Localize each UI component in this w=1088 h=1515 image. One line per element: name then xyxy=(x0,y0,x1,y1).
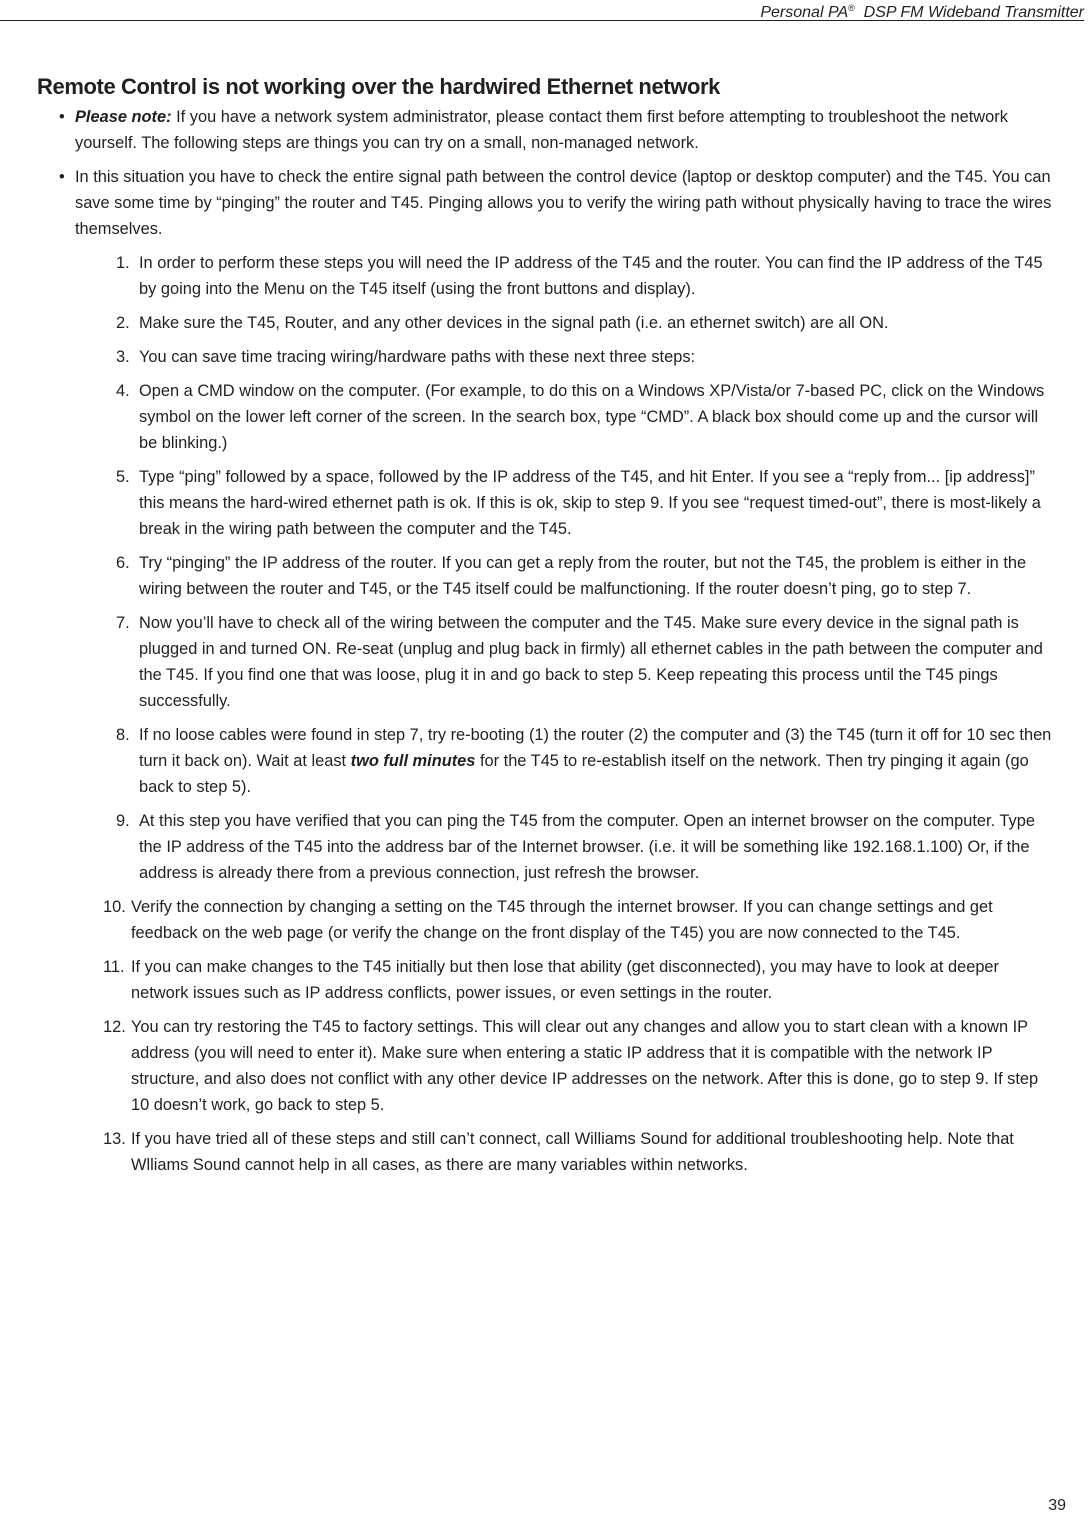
step-item xyxy=(0,550,1088,602)
bullet-marker: • xyxy=(59,168,65,186)
step-text: Verify the connection by changing a setting on the T45 through the internet browser. If you can change settings and get feedback on the web page (or verify the change on the front display of the T45) you are now connected to the T45. xyxy=(131,898,993,942)
step-text: Type “ping” followed by a space, followed by the IP address of the T45, and hit Enter. If you see a “reply from... [ip address]” this means the hard-wired ethernet path is ok. If this is ok, skip to step 9. If you see “request timed-out”, there is most-likely a break in the wiring path between the computer and the T45. xyxy=(139,468,1041,538)
step-item xyxy=(0,1126,1088,1178)
step-item xyxy=(0,344,1088,370)
registered-mark: ® xyxy=(848,3,855,13)
step-text: Now you’ll have to check all of the wiring between the computer and the T45. Make sure every device in the signal path is plugged in and turned ON. Re-seat (unplug and plug back in firmly) all ethernet cables in the path between the computer and the T45. If you find one that was loose, plug it in and go back to step 5. Keep repeating this process until the T45 pings successfully. xyxy=(139,614,1043,710)
step-number: 13. xyxy=(103,1130,126,1148)
step-item xyxy=(0,610,1088,714)
step-text-after: for the T45 to re-establish itself on the network. Then try pinging it again (go back to step 5). xyxy=(139,752,1029,796)
step-item xyxy=(0,954,1088,1006)
situation-text: In this situation you have to check the entire signal path between the control device (laptop or desktop computer) and the T45. You can save some time by “pinging” the router and T45. Pinging allows you to verify the wiring path without physically having to trace the wires themselves. xyxy=(75,168,1052,238)
step-number: 12. xyxy=(103,1018,126,1036)
step-number: 4. xyxy=(116,382,130,400)
step-number: 11. xyxy=(103,958,125,976)
step-number: 8. xyxy=(116,726,130,744)
bullet-marker: • xyxy=(59,108,65,126)
step-item xyxy=(0,250,1088,302)
step-text: Try “pinging” the IP address of the router. If you can get a reply from the router, but not the T45, the problem is either in the wiring between the router and T45, or the T45 itself could be malfunctioning. If the router doesn’t ping, go to step 7. xyxy=(139,554,1027,598)
step-number: 10. xyxy=(103,898,126,916)
step-number: 5. xyxy=(116,468,130,486)
step-item xyxy=(0,894,1088,946)
page-number: 39 xyxy=(1048,1497,1066,1514)
bullet-situation xyxy=(0,164,1088,242)
step-item xyxy=(0,464,1088,542)
step-text: If you have tried all of these steps and still can’t connect, call Williams Sound for additional troubleshooting help. Note that Wlliams Sound cannot help in all cases, as there are many variables within networks. xyxy=(131,1130,1014,1174)
step-number: 6. xyxy=(116,554,130,572)
step-item xyxy=(0,378,1088,456)
step-number: 1. xyxy=(116,254,130,272)
step-number: 7. xyxy=(116,614,130,632)
step-item xyxy=(0,722,1088,800)
step-text-before: If no loose cables were found in step 7, try re-booting (1) the router (2) the computer and (3) the T45 (turn it off for 10 sec then turn it back on). Wait at least xyxy=(139,726,1052,770)
step-text: You can save time tracing wiring/hardware paths with these next three steps: xyxy=(139,348,696,366)
step-text: At this step you have verified that you can ping the T45 from the computer. Open an internet browser on the computer. Type the IP address of the T45 into the address bar of the Internet browser. (i.e. it will be something like 192.168.1.100) Or, if the address is already there from a previous connection, just refresh the browser. xyxy=(139,812,1035,882)
step-item xyxy=(0,808,1088,886)
product-name: Personal PA xyxy=(760,4,849,21)
bullet-note xyxy=(0,104,1088,156)
step-item xyxy=(0,1014,1088,1118)
note-text: If you have a network system administrator, please contact them first before attempting to troubleshoot the network yourself. The following steps are things you can try on a small, non-managed network. xyxy=(75,108,1008,152)
step-item xyxy=(0,310,1088,336)
step-text: Make sure the T45, Router, and any other devices in the signal path (i.e. an ethernet switch) are all ON. xyxy=(139,314,889,332)
section-body xyxy=(0,104,1088,1186)
step-number: 3. xyxy=(116,348,130,366)
step-text: In order to perform these steps you will need the IP address of the T45 and the router. You can find the IP address of the T45 by going into the Menu on the T45 itself (using the front buttons and display). xyxy=(139,254,1043,298)
note-lead: Please note: xyxy=(75,108,172,126)
section-title: Remote Control is not working over the hardwired Ethernet network xyxy=(37,74,720,99)
running-header xyxy=(0,0,1084,21)
step-text: You can try restoring the T45 to factory settings. This will clear out any changes and allow you to start clean with a known IP address (you will need to enter it). Make sure when entering a static IP address that it is compatible with the network IP structure, and also does not conflict with any other device IP addresses on the network. After this is done, go to step 9. If step 10 doesn’t work, go back to step 5. xyxy=(131,1018,1039,1114)
step-text: Open a CMD window on the computer. (For example, to do this on a Windows XP/Vista/or 7-based PC, click on the Windows symbol on the lower left corner of the screen. In the search box, type “CMD”. A black box should come up and the cursor will be blinking.) xyxy=(139,382,1045,452)
product-subtitle: DSP FM Wideband Transmitter xyxy=(863,4,1084,21)
steps-list xyxy=(0,250,1088,1178)
step-number: 9. xyxy=(116,812,130,830)
step-emphasis: two full minutes xyxy=(350,752,476,770)
step-number: 2. xyxy=(116,314,130,332)
step-text: If you can make changes to the T45 initially but then lose that ability (get disconnected), you may have to look at deeper network issues such as IP address conflicts, power issues, or even settings in the router. xyxy=(131,958,1000,1002)
